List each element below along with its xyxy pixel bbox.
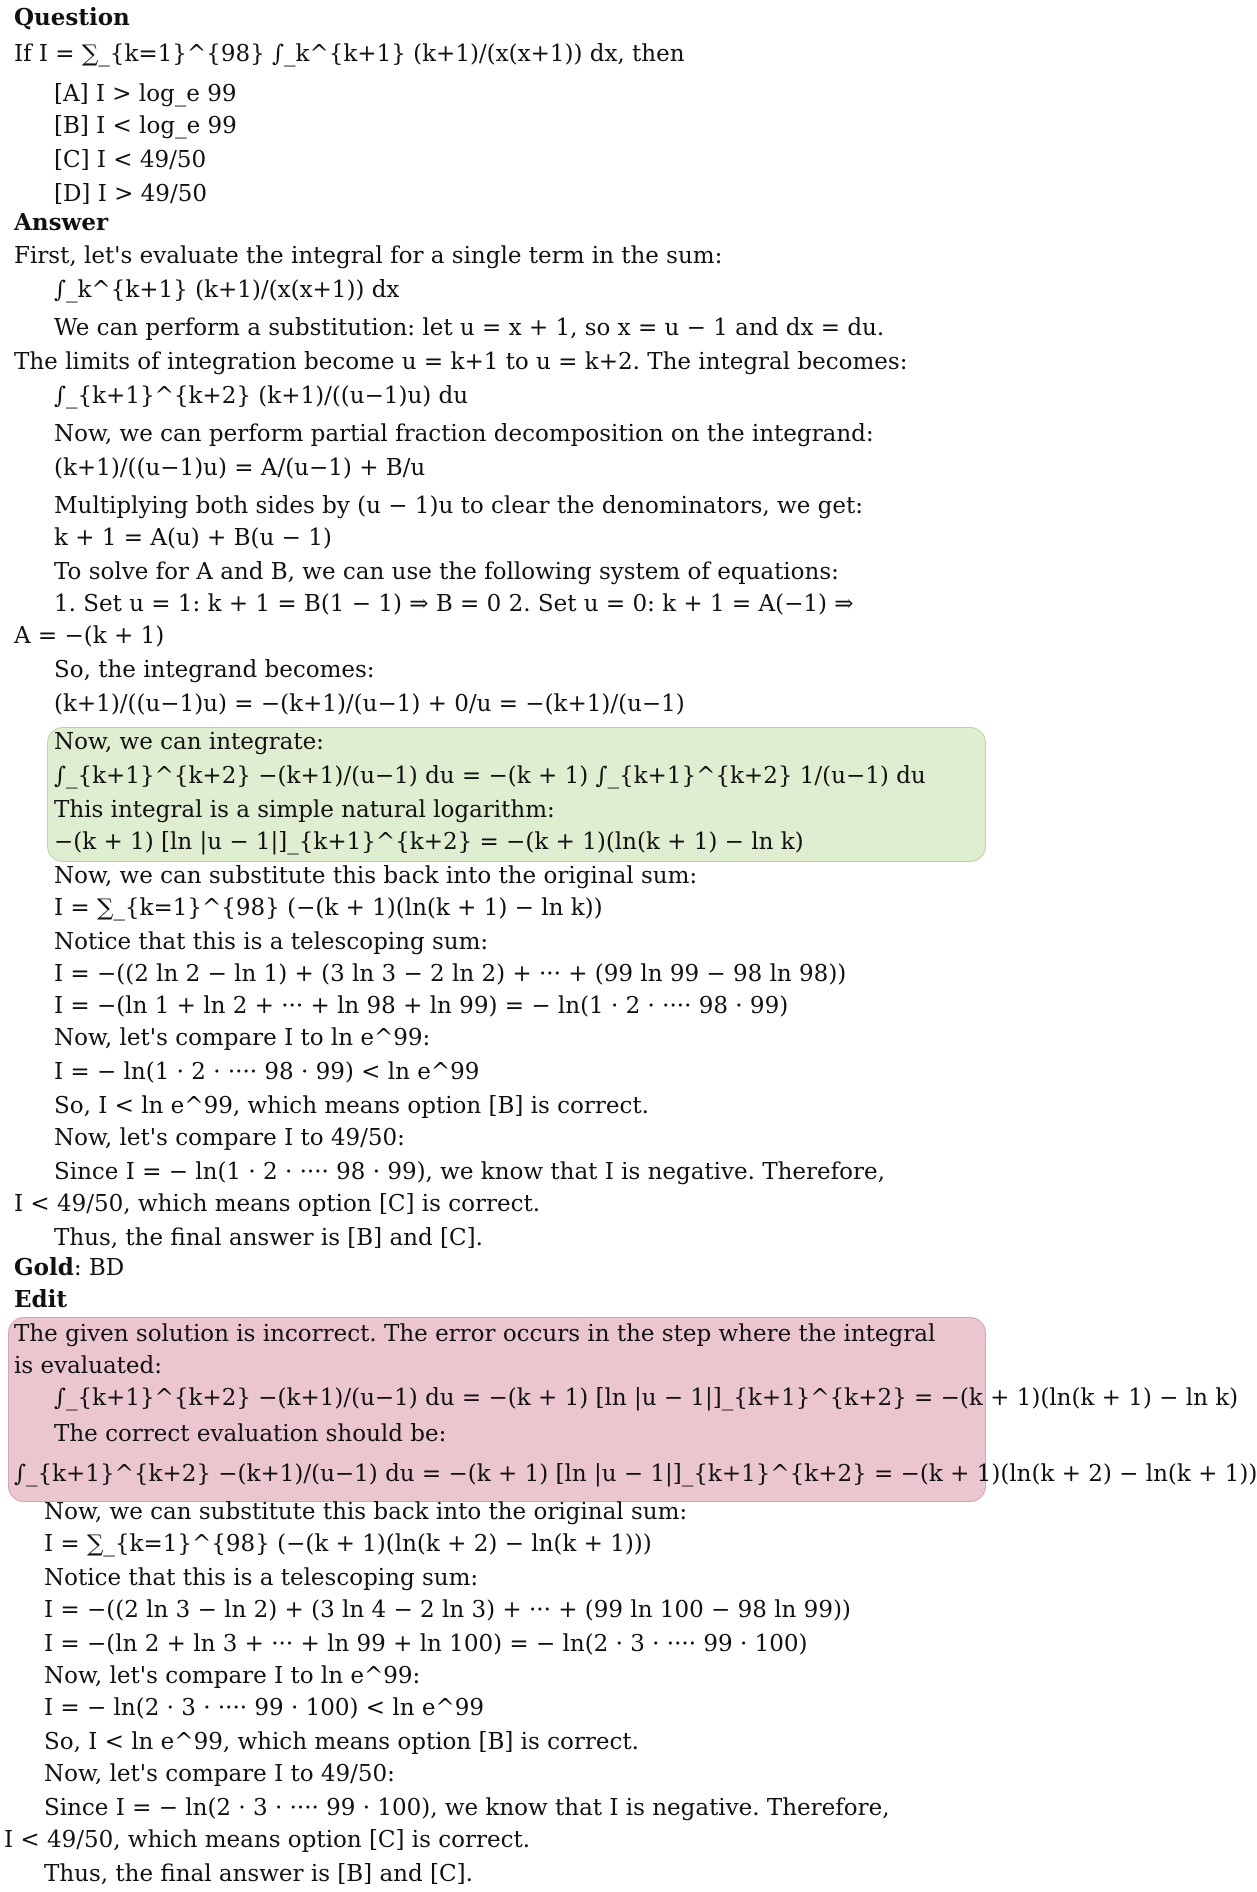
option-b: [B] I < log_e 99 xyxy=(54,113,237,139)
option-a: [A] I > log_e 99 xyxy=(54,81,237,107)
answer-line: Since I = − ln(1 · 2 · ···· 98 · 99), we know that I is negative. Therefore, xyxy=(54,1159,885,1185)
gold-label: Gold xyxy=(14,1254,74,1281)
edit-heading: Edit xyxy=(14,1286,67,1313)
answer-line: We can perform a substitution: let u = x + 1, so x = u − 1 and dx = du. xyxy=(54,315,885,341)
gold-value: : BD xyxy=(73,1255,125,1281)
answer-line: 1. Set u = 1: k + 1 = B(1 − 1) ⇒ B = 0 2. Set u = 0: k + 1 = A(−1) ⇒ xyxy=(54,591,854,617)
answer-line: Now, we can substitute this back into the original sum: xyxy=(54,863,698,889)
edit-line: Now, let's compare I to 49/50: xyxy=(44,1761,395,1787)
answer-line: Notice that this is a telescoping sum: xyxy=(54,929,489,955)
edit-line: I = −(ln 2 + ln 3 + ··· + ln 99 + ln 100) = − ln(2 · 3 · ···· 99 · 100) xyxy=(44,1631,808,1657)
answer-line: (k+1)/((u−1)u) = A/(u−1) + B/u xyxy=(54,455,426,481)
answer-line: I < 49/50, which means option [C] is correct. xyxy=(14,1191,541,1217)
answer-line: I = −((2 ln 2 − ln 1) + (3 ln 3 − 2 ln 2) + ··· + (99 ln 99 − 98 ln 98)) xyxy=(54,961,847,987)
answer-line: A = −(k + 1) xyxy=(14,623,165,649)
answer-line: First, let's evaluate the integral for a single term in the sum: xyxy=(14,243,723,269)
edit-line: So, I < ln e^99, which means option [B] is correct. xyxy=(44,1729,639,1755)
answer-line: I = ∑_{k=1}^{98} (−(k + 1)(ln(k + 1) − ln k)) xyxy=(54,895,603,921)
edit-line-highlighted: ∫_{k+1}^{k+2} −(k+1)/(u−1) du = −(k + 1) [ln |u − 1|]_{k+1}^{k+2} = −(k + 1)(ln(k + 1) − ln k) xyxy=(54,1385,1239,1411)
edit-line: I = −((2 ln 3 − ln 2) + (3 ln 4 − 2 ln 3) + ··· + (99 ln 100 − 98 ln 99)) xyxy=(44,1597,851,1623)
edit-line-highlighted: The given solution is incorrect. The error occurs in the step where the integral xyxy=(14,1321,936,1347)
answer-line: Multiplying both sides by (u − 1)u to clear the denominators, we get: xyxy=(54,493,863,519)
edit-line: I = − ln(2 · 3 · ···· 99 · 100) < ln e^99 xyxy=(44,1695,484,1721)
answer-line: ∫_k^{k+1} (k+1)/(x(x+1)) dx xyxy=(54,277,400,303)
edit-line: Thus, the final answer is [B] and [C]. xyxy=(44,1861,473,1887)
edit-line: Now, let's compare I to ln e^99: xyxy=(44,1663,421,1689)
question-stem: If I = ∑_{k=1}^{98} ∫_k^{k+1} (k+1)/(x(x+1)) dx, then xyxy=(14,41,685,67)
answer-line: So, I < ln e^99, which means option [B] is correct. xyxy=(54,1093,649,1119)
answer-line: Now, let's compare I to 49/50: xyxy=(54,1125,405,1151)
option-d: [D] I > 49/50 xyxy=(54,181,207,207)
answer-line: I = − ln(1 · 2 · ···· 98 · 99) < ln e^99 xyxy=(54,1059,480,1085)
edit-line: I = ∑_{k=1}^{98} (−(k + 1)(ln(k + 2) − ln(k + 1))) xyxy=(44,1531,652,1557)
answer-line: I = −(ln 1 + ln 2 + ··· + ln 98 + ln 99) = − ln(1 · 2 · ···· 98 · 99) xyxy=(54,993,789,1019)
gold-line xyxy=(14,1252,972,1284)
answer-heading: Answer xyxy=(14,209,109,236)
edit-line: Notice that this is a telescoping sum: xyxy=(44,1565,479,1591)
option-c: [C] I < 49/50 xyxy=(54,147,207,173)
edit-line: Since I = − ln(2 · 3 · ···· 99 · 100), we know that I is negative. Therefore, xyxy=(44,1795,890,1821)
answer-line-highlighted: This integral is a simple natural logarithm: xyxy=(54,797,555,823)
answer-line: The limits of integration become u = k+1 to u = k+2. The integral becomes: xyxy=(14,349,908,375)
answer-line-highlighted: ∫_{k+1}^{k+2} −(k+1)/(u−1) du = −(k + 1) ∫_{k+1}^{k+2} 1/(u−1) du xyxy=(54,763,926,789)
edit-line: Now, we can substitute this back into the original sum: xyxy=(44,1499,688,1525)
answer-line: So, the integrand becomes: xyxy=(54,657,375,683)
answer-line: To solve for A and B, we can use the following system of equations: xyxy=(54,559,839,585)
edit-line-highlighted: is evaluated: xyxy=(14,1353,162,1379)
edit-line-highlighted: ∫_{k+1}^{k+2} −(k+1)/(u−1) du = −(k + 1) [ln |u − 1|]_{k+1}^{k+2} = −(k + 1)(ln(k + 2) − ln(k + 1)) xyxy=(14,1461,1257,1487)
answer-line: (k+1)/((u−1)u) = −(k+1)/(u−1) + 0/u = −(k+1)/(u−1) xyxy=(54,691,685,717)
edit-line-highlighted: The correct evaluation should be: xyxy=(54,1421,447,1447)
answer-line: Thus, the final answer is [B] and [C]. xyxy=(54,1225,483,1251)
answer-line: k + 1 = A(u) + B(u − 1) xyxy=(54,525,332,551)
answer-line: Now, we can perform partial fraction decomposition on the integrand: xyxy=(54,421,874,447)
edit-line: I < 49/50, which means option [C] is correct. xyxy=(4,1827,531,1853)
answer-line: Now, let's compare I to ln e^99: xyxy=(54,1025,431,1051)
answer-line: ∫_{k+1}^{k+2} (k+1)/((u−1)u) du xyxy=(54,383,469,409)
answer-line-highlighted: −(k + 1) [ln |u − 1|]_{k+1}^{k+2} = −(k + 1)(ln(k + 1) − ln k) xyxy=(54,829,804,855)
question-heading: Question xyxy=(14,4,130,31)
answer-line-highlighted: Now, we can integrate: xyxy=(54,729,324,755)
